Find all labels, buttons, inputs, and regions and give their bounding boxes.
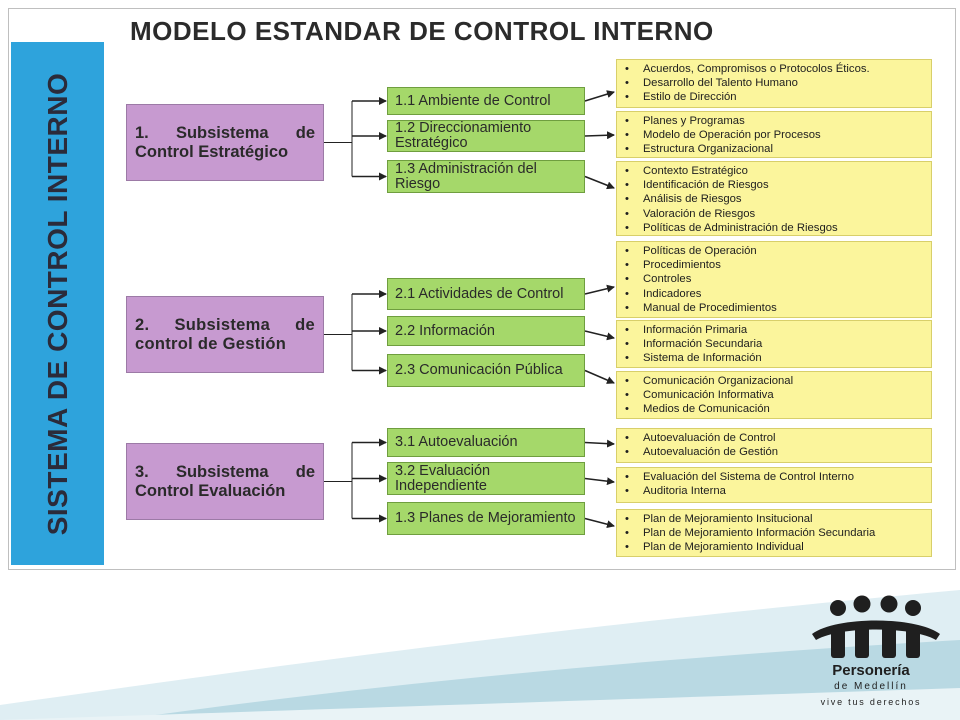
detail-item: • Sistema de Información (625, 351, 925, 365)
detail-item: • Controles (625, 272, 925, 286)
detail-item: • Medios de Comunicación (625, 402, 925, 416)
component-label: 2.2 Información (395, 322, 495, 339)
detail-box-3-2 (616, 467, 932, 503)
detail-box-2-2 (616, 320, 932, 368)
detail-item: • Información Secundaria (625, 337, 925, 351)
detail-box-2-3 (616, 371, 932, 419)
detail-item: • Contexto Estratégico (625, 164, 925, 178)
detail-item: • Comunicación Informativa (625, 388, 925, 402)
component-box-1-2 (387, 120, 585, 152)
component-box-3-3 (387, 502, 585, 535)
component-label: 3.2 Evaluación Independiente (395, 462, 491, 494)
side-banner-label: SISTEMA DE CONTROL INTERNO (41, 72, 73, 535)
detail-item: • Autoevaluación de Gestión (625, 445, 925, 459)
detail-item: • Valoración de Riesgos (625, 207, 925, 221)
component-box-3-2 (387, 462, 585, 495)
logo-tagline: vive tus derechos (820, 697, 922, 707)
detail-box-3-3 (616, 509, 932, 557)
component-label: 1.3 Administración del Riesgo (395, 160, 537, 192)
diagram-title: MODELO ESTANDAR DE CONTROL INTERNO (130, 16, 714, 46)
detail-item: • Plan de Mejoramiento Insitucional (625, 512, 925, 526)
subsystem-box-2 (126, 296, 324, 373)
personeria-logo-icon (806, 594, 946, 714)
detail-item: • Estilo de Dirección (625, 90, 925, 104)
subsystem-label: 2. Subsistema de control de Gestión (135, 315, 315, 353)
detail-item: • Autoevaluación de Control (625, 431, 925, 445)
detail-item: • Indicadores (625, 287, 925, 301)
logo-subtitle: de Medellín (834, 681, 908, 692)
detail-item: • Análisis de Riesgos (625, 192, 925, 206)
detail-box-3-1 (616, 428, 932, 463)
component-box-2-2 (387, 316, 585, 346)
component-box-3-1 (387, 428, 585, 457)
detail-item: • Acuerdos, Compromisos o Protocolos Éticos. (625, 62, 925, 76)
detail-item: • Planes y Programas (625, 114, 925, 128)
subsystem-label: 1. Subsistema de Control Estratégico (135, 123, 315, 161)
component-box-2-3 (387, 354, 585, 387)
component-label: 1.3 Planes de Mejoramiento (395, 510, 576, 526)
detail-item: • Políticas de Operación (625, 244, 925, 258)
detail-item: • Plan de Mejoramiento Individual (625, 540, 925, 554)
component-label: 2.1 Actividades de Control (395, 285, 564, 302)
subsystem-box-1 (126, 104, 324, 181)
logo-name: Personería (832, 662, 910, 679)
detail-box-2-1 (616, 241, 932, 318)
detail-item: • Auditoria Interna (625, 484, 925, 498)
detail-item: • Estructura Organizacional (625, 142, 925, 156)
subsystem-label: 3. Subsistema de Control Evaluación (135, 462, 315, 500)
component-box-2-1 (387, 278, 585, 310)
side-banner (11, 42, 104, 565)
detail-box-1-2 (616, 111, 932, 158)
detail-item: • Desarrollo del Talento Humano (625, 76, 925, 90)
detail-item: • Procedimientos (625, 258, 925, 272)
detail-item: • Manual de Procedimientos (625, 301, 925, 315)
component-label: 3.1 Autoevaluación (395, 434, 518, 450)
subsystem-box-3 (126, 443, 324, 520)
detail-item: • Información Primaria (625, 323, 925, 337)
component-box-1-3 (387, 160, 585, 193)
component-box-1-1 (387, 87, 585, 115)
detail-item: • Plan de Mejoramiento Información Secundaria (625, 526, 925, 540)
component-label: 2.3 Comunicación Pública (395, 362, 563, 378)
detail-box-1-3 (616, 161, 932, 236)
detail-box-1-1 (616, 59, 932, 108)
detail-item: • Comunicación Organizacional (625, 374, 925, 388)
detail-item: • Modelo de Operación por Procesos (625, 128, 925, 142)
component-label: 1.2 Direccionamiento Estratégico (395, 120, 532, 151)
detail-item: • Evaluación del Sistema de Control Interno (625, 470, 925, 484)
detail-item: • Políticas de Administración de Riesgos (625, 221, 925, 235)
detail-item: • Identificación de Riesgos (625, 178, 925, 192)
component-label: 1.1 Ambiente de Control (395, 92, 551, 109)
